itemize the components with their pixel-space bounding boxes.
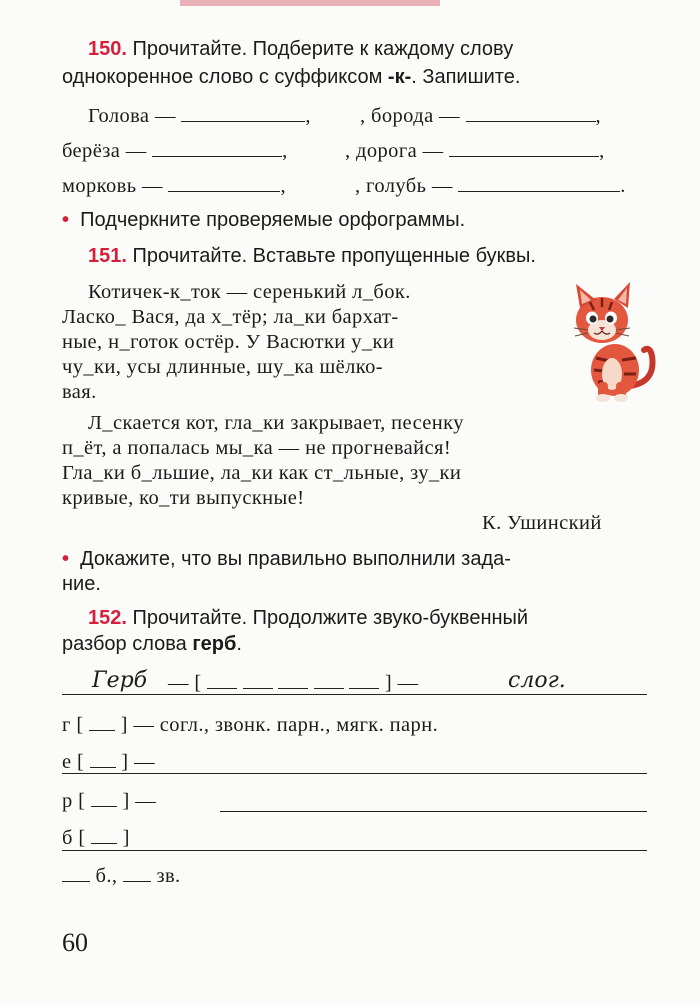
ex150-line2-text: однокоренное слово с суффиксом <box>62 66 388 88</box>
ex150-number: 150. <box>88 38 127 60</box>
row-r: р [ ] — <box>62 790 157 812</box>
ex150-task <box>62 209 465 232</box>
ex150-line1: Прочитайте. Подберите к каждому слову <box>132 38 514 60</box>
row-e: е [ ] — <box>62 751 155 773</box>
writing-line <box>62 850 647 851</box>
poem-line-8: Гла_ки б_льшие, ла_ки как ст_льные, зу_ки <box>62 462 462 484</box>
row-b: б [ ] <box>62 827 130 849</box>
ex152-title-line2: разбор слова герб. <box>62 633 242 655</box>
row-g: г [ ] — согл., звонк. парн., мягк. парн. <box>62 714 439 736</box>
kitten-illustration <box>560 278 660 403</box>
author: К. Ушинский <box>482 512 602 534</box>
word-doroga: , дорога — , <box>345 140 605 162</box>
bullet: • <box>62 209 70 231</box>
word-bereza: берёза — , <box>62 140 288 162</box>
handwritten-gerb: Герб <box>92 668 148 693</box>
summary-line: б., зв. <box>62 865 181 888</box>
ex152-title-line1: Прочитайте. Продолжите звуко-буквенный <box>132 607 529 629</box>
word-golub: , голубь — . <box>355 175 626 197</box>
handwritten-syllables: слог. <box>508 668 566 693</box>
poem-line-3: ные, н_готок остёр. У Васютки у_ки <box>62 331 395 353</box>
ex150-heading <box>88 38 513 61</box>
writing-line <box>220 811 647 812</box>
ex152-heading <box>88 607 528 630</box>
poem-line-9: кривые, ко_ти выпускные! <box>62 487 305 509</box>
suffix-k: -к- <box>387 66 412 88</box>
ex151-number: 151. <box>88 245 127 267</box>
poem-line-1: Котичек-к_ток — серенький л_бок. <box>88 281 411 303</box>
ex151-title: Прочитайте. Вставьте пропущенные буквы. <box>132 245 536 267</box>
ex152-number: 152. <box>88 607 127 629</box>
poem-line-4: чу_ки, усы длинные, шу_ка шёлко- <box>62 356 384 378</box>
poem-line-7: п_ёт, а попалась мы_ка — не прогневайся! <box>62 437 452 459</box>
ex151-task <box>62 548 511 571</box>
ex150-line2 <box>62 66 520 89</box>
ex151-task-line2: ние. <box>62 573 101 595</box>
word-boroda: , борода — , <box>360 105 602 127</box>
word-golova: Голова — , <box>88 105 311 127</box>
ex151-heading <box>88 245 536 268</box>
poem-line-2: Ласко_ Вася, да х_тёр; ла_ки бархат- <box>62 306 399 328</box>
page-number: 60 <box>62 928 88 957</box>
bullet: • <box>62 548 70 570</box>
poem-line-5: вая. <box>62 381 97 403</box>
word-morkov: морковь — , <box>62 175 286 197</box>
poem-line-6: Л_скается кот, гла_ки закрывает, песенку <box>88 412 464 434</box>
top-edge-decoration <box>180 0 440 6</box>
ex151-task-line1: Докажите, что вы правильно выполнили зада- <box>80 548 511 570</box>
word-gerb: герб <box>192 633 237 655</box>
ex150-line2-end: . Запишите. <box>411 66 521 88</box>
writing-line <box>62 773 647 774</box>
transcription-open: — [ ] — <box>168 672 419 694</box>
ex150-task-text: Подчеркните проверяемые орфограммы. <box>80 209 466 231</box>
